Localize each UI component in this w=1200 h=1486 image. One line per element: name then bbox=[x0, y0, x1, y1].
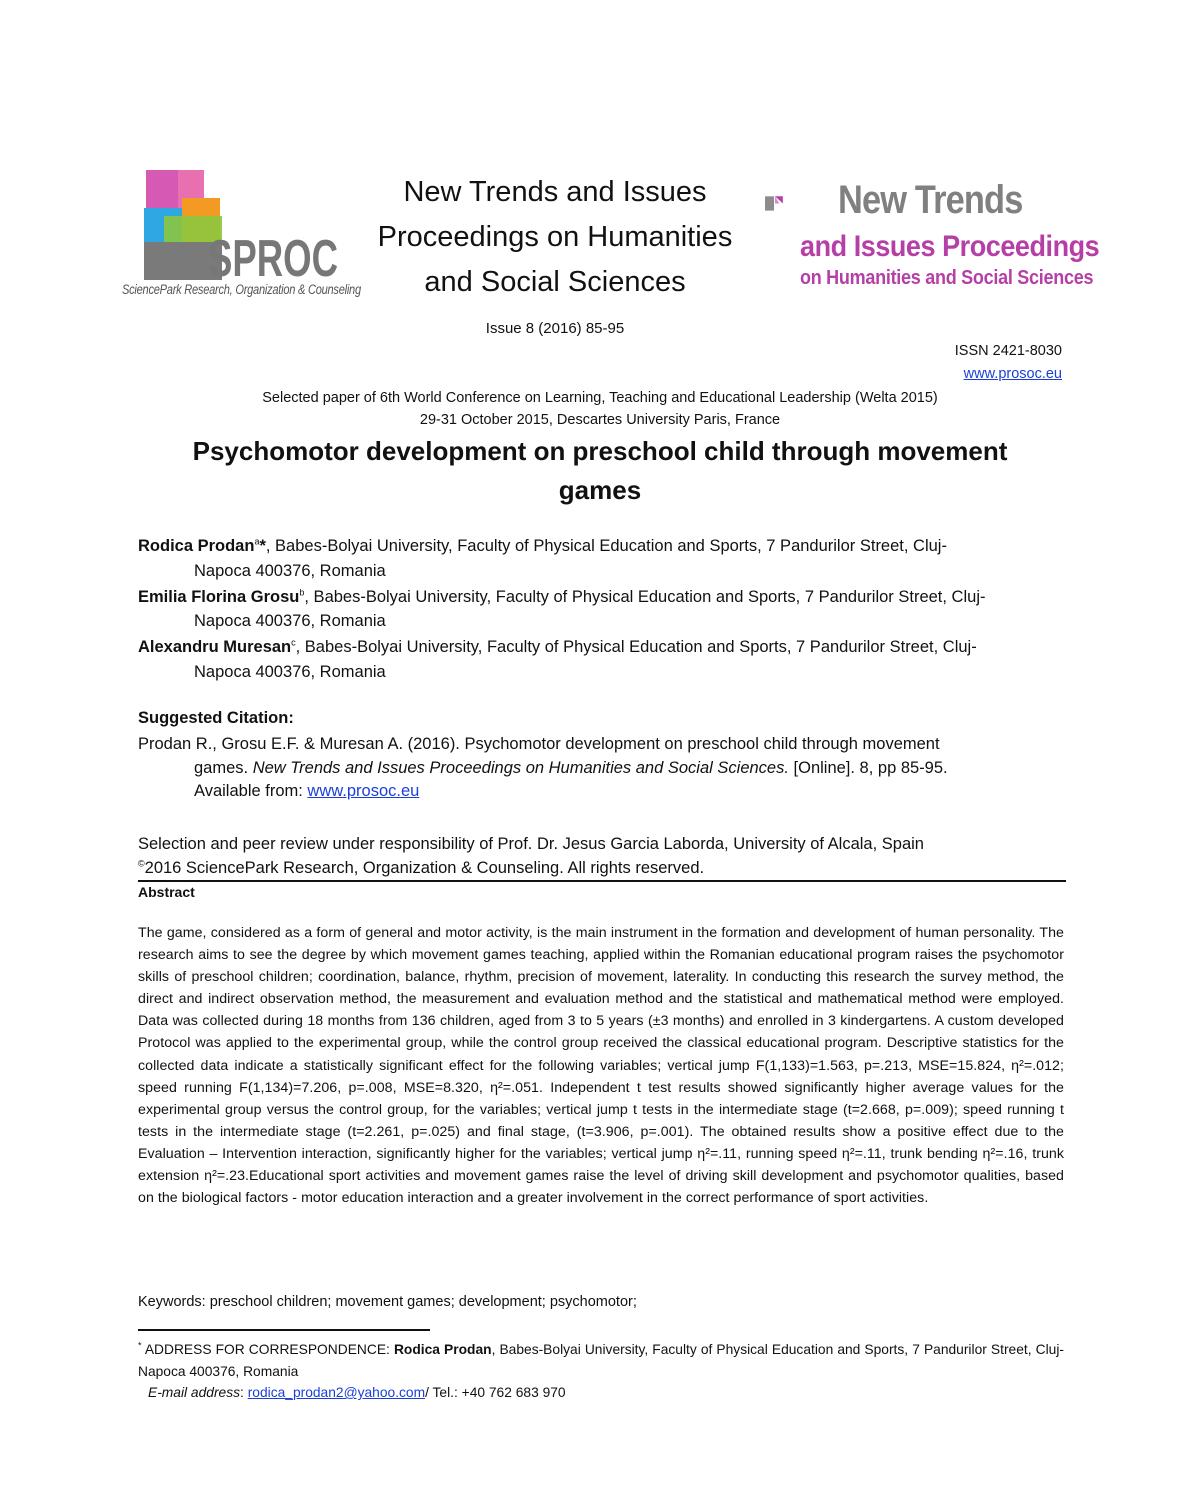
new-trends-logo-line: New Trends bbox=[838, 178, 1023, 222]
journal-title-line: and Social Sciences bbox=[424, 266, 686, 298]
citation-heading: Suggested Citation: bbox=[138, 709, 294, 727]
paper-title bbox=[150, 432, 1050, 510]
footnote: * ADDRESS FOR CORRESPONDENCE: Rodica Prodan, Babes-Bolyai University, Faculty of Physical Education and Sports, 7 Pandurilor Street, Cluj-Napoca 400376, Romania E-mail address: rodica_prodan2@yahoo.com/ Tel.: +40 762 683 970 bbox=[138, 1340, 1064, 1400]
author-affiliation: , Babes-Bolyai University, Faculty of Physical Education and Sports, 7 Pandurilor Street, Cluj- bbox=[304, 587, 986, 606]
section-divider bbox=[138, 880, 1066, 882]
issue-info: Issue 8 (2016) 85-95 bbox=[485, 320, 625, 337]
author-entry bbox=[138, 635, 1064, 684]
review-line: Selection and peer review under responsibility of Prof. Dr. Jesus Garcia Laborda, University of Alcala, Spain bbox=[138, 835, 924, 853]
footnote-star: * bbox=[138, 1340, 142, 1351]
journal-title-line: New Trends and Issues bbox=[403, 176, 707, 208]
author-entry bbox=[138, 585, 1064, 634]
sproc-logo-subtitle: SciencePark Research, Organization & Counseling bbox=[122, 282, 361, 297]
review-statement bbox=[138, 832, 1064, 880]
email-label: E-mail address bbox=[148, 1385, 241, 1400]
keywords: Keywords: preschool children; movement games; development; psychomotor; bbox=[138, 1294, 637, 1310]
author-name: Rodica Prodan bbox=[138, 537, 255, 555]
abstract-body: The game, considered as a form of general and motor activity, is the main instrument in the formation and development of human personality. The research aims to see the degree by which movement games teaching, applied within the Romanian educational program raises the psychomotor skills of preschool children; coordination, balance, rhythm, precision of movement, laterality. In conducting this research the survey method, the direct and indirect observation method, the measurement and evaluation method and the statistical and mathematical method were employed. Data was collected during 18 months from 136 children, aged from 3 to 5 years (±3 months) and enrolled in 3 kindergartens. A custom developed Protocol was applied to the experimental group, while the control group received the classical educational program. Descriptive statistics for the collected data indicate a statistically significant effect for the following variables; vertical jump F(1,133)=1.563, p=.213, MSE=15.824, η²=.012; speed running F(1,134)=7.206, p=.008, MSE=8.320, η²=.051. Independent t test results showed significantly higher average values for the experimental group versus the control group, for the variables; vertical jump t tests in the intermediate stage (t=2.668, p=.009); speed running t tests in the intermediate stage (t=2.261, p=.025) and final stage, (t=3.906, p=.001). The obtained results show a positive effect due to the Evaluation – Intervention interaction, significantly higher for the variables; vertical jump η²=.11, running speed η²=.11, trunk bending η²=.16, trunk extension η²=.23.Educational sport activities and movement games raise the level of driving skill development and psychomotor qualities, based on the biological factors - motor education interaction and a greater involvement in the correct performance of sport activities. bbox=[138, 925, 1064, 1207]
conference-info bbox=[150, 387, 1050, 431]
author-affiliation: , Babes-Bolyai University, Faculty of Physical Education and Sports, 7 Pandurilor Street, Cluj- bbox=[295, 638, 977, 656]
footnote-address: , Babes-Bolyai University, Faculty of Physical Education and Sports, 7 Pandurilor Street, Cluj-Napoca 400376, Romania bbox=[138, 1342, 1064, 1379]
author-entry bbox=[138, 534, 1064, 583]
affiliation-mark: c bbox=[291, 637, 296, 648]
email-link[interactable]: rodica_prodan2@yahoo.com bbox=[247, 1385, 426, 1400]
corresponding-star: * bbox=[259, 537, 266, 555]
paper-title-line: Psychomotor development on preschool child through movement bbox=[192, 436, 1008, 466]
citation-text: Prodan R., Grosu E.F. & Muresan A. (2016). Psychomotor development on preschool child through movement bbox=[138, 735, 940, 753]
new-trends-logo-line: on Humanities and Social Sciences bbox=[800, 267, 1094, 289]
footnote-label: ADDRESS FOR CORRESPONDENCE: bbox=[141, 1342, 394, 1357]
affiliation-mark: b bbox=[299, 587, 305, 597]
journal-title bbox=[340, 170, 770, 305]
copyright-line: 2016 SciencePark Research, Organization & Counseling. All rights reserved. bbox=[144, 859, 705, 877]
citation-link[interactable]: www.prosoc.eu bbox=[307, 782, 420, 800]
abstract-heading: Abstract bbox=[138, 884, 195, 900]
author-list bbox=[138, 534, 1064, 686]
citation-available-label: Available from: bbox=[194, 782, 308, 800]
author-affiliation-cont: Napoca 400376, Romania bbox=[194, 612, 386, 630]
suggested-citation bbox=[138, 733, 1064, 804]
paper-title-line: games bbox=[558, 475, 642, 505]
citation-text: games. bbox=[194, 758, 253, 777]
citation-text: [Online]. 8, pp 85-95. bbox=[788, 758, 948, 777]
journal-title-line: Proceedings on Humanities bbox=[377, 221, 733, 253]
telephone: / Tel.: +40 762 683 970 bbox=[425, 1385, 566, 1400]
author-affiliation-cont: Napoca 400376, Romania bbox=[194, 662, 386, 681]
conference-line: 29-31 October 2015, Descartes University Paris, France bbox=[419, 412, 781, 428]
footnote-divider bbox=[138, 1329, 430, 1331]
affiliation-mark: a bbox=[254, 536, 260, 547]
website-link[interactable]: www.prosoc.eu bbox=[963, 366, 1062, 382]
copyright-symbol: © bbox=[138, 858, 145, 869]
author-name: Alexandru Muresan bbox=[138, 638, 292, 656]
author-name: Emilia Florina Grosu bbox=[138, 587, 300, 606]
conference-line: Selected paper of 6th World Conference on Learning, Teaching and Educational Leadership (Welta 2015) bbox=[262, 390, 938, 406]
sproc-logo-text: SPROC bbox=[208, 230, 338, 288]
author-affiliation: , Babes-Bolyai University, Faculty of Physical Education and Sports, 7 Pandurilor Street, Cluj- bbox=[265, 537, 947, 555]
new-trends-logo-line: and Issues Proceedings bbox=[800, 230, 1100, 263]
issn: ISSN 2421-8030 bbox=[954, 343, 1062, 359]
author-affiliation-cont: Napoca 400376, Romania bbox=[194, 561, 386, 580]
footnote-name: Rodica Prodan bbox=[393, 1342, 492, 1357]
citation-journal: New Trends and Issues Proceedings on Humanities and Social Sciences. bbox=[252, 758, 789, 777]
